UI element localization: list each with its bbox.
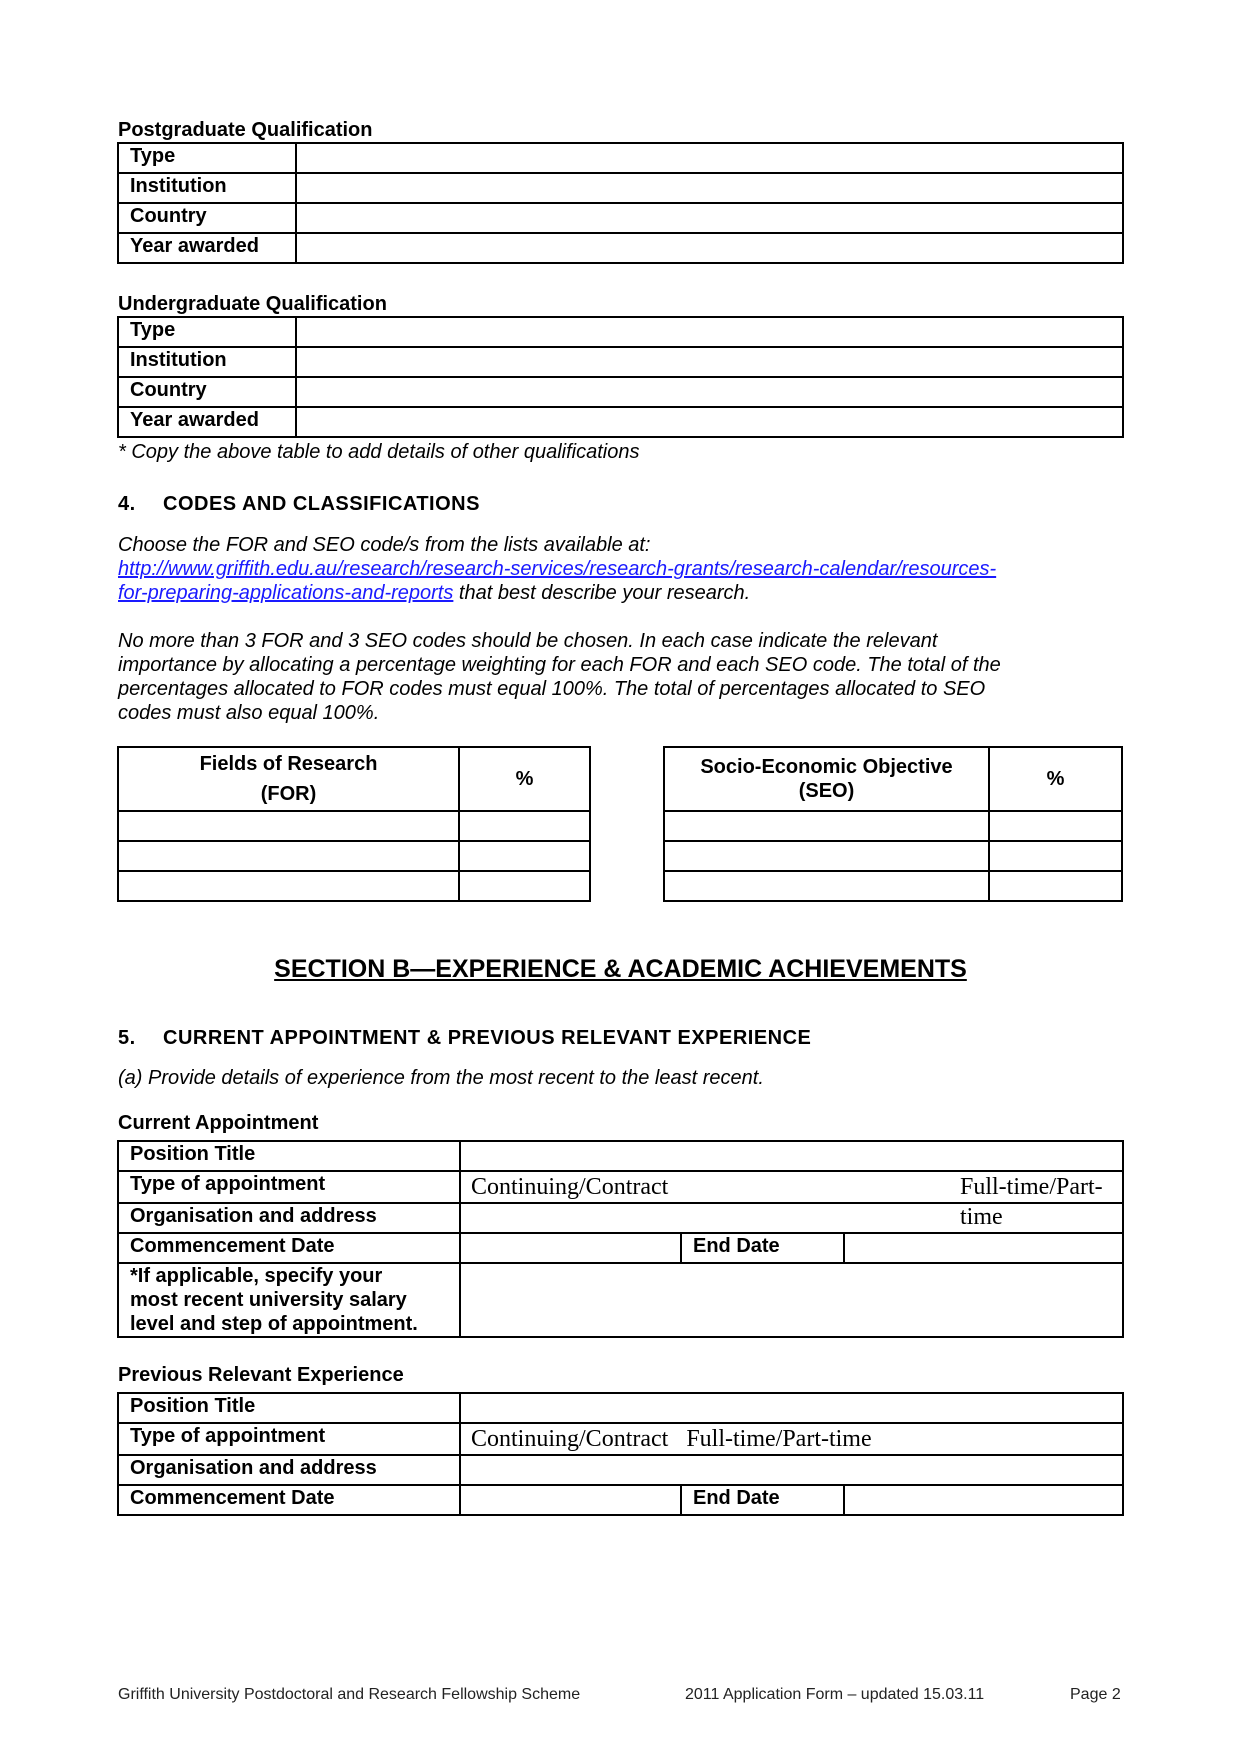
undergrad-institution-field[interactable] [296, 347, 1123, 377]
current-organisation-label: Organisation and address [118, 1203, 460, 1233]
section4-para-line3: percentages allocated to FOR codes must equal 100%. The total of percentages allocated to SEO [118, 678, 986, 700]
section4-number: 4. [118, 493, 136, 515]
undergrad-label-type: Type [118, 317, 296, 347]
postgrad-label-institution: Institution [118, 173, 296, 203]
seo-percent-field[interactable] [989, 811, 1122, 841]
undergrad-label-year: Year awarded [118, 407, 296, 437]
section4-title: CODES AND CLASSIFICATIONS [163, 493, 480, 515]
postgrad-type-field[interactable] [296, 143, 1123, 173]
salary-label-line1: *If applicable, specify your [130, 1265, 383, 1287]
undergrad-year-field[interactable] [296, 407, 1123, 437]
for-percent-field[interactable] [459, 841, 590, 871]
current-end-date-label: End Date [681, 1233, 844, 1263]
current-type-field[interactable] [460, 1171, 1123, 1230]
undergrad-heading: Undergraduate Qualification [118, 293, 387, 315]
copy-table-note: * Copy the above table to add details of other qualifications [118, 441, 640, 463]
footer-page-number: Page 2 [1070, 1686, 1121, 1703]
footer-form-version: 2011 Application Form – updated 15.03.11 [685, 1686, 985, 1703]
resources-link-part2[interactable]: for-preparing-applications-and-reports [118, 582, 454, 604]
previous-commencement-field[interactable] [460, 1485, 681, 1515]
seo-header [664, 747, 989, 811]
previous-commencement-label: Commencement Date [118, 1485, 460, 1515]
seo-code-field[interactable] [664, 841, 989, 871]
seo-header-line1: Socio-Economic Objective [700, 756, 953, 778]
current-type-option-time[interactable]: Full-time/Part-time [960, 1174, 1103, 1230]
for-code-field[interactable] [118, 811, 459, 841]
postgrad-year-field[interactable] [296, 233, 1123, 263]
section-b-title: SECTION B—EXPERIENCE & ACADEMIC ACHIEVEMENTS [274, 955, 967, 983]
previous-experience-table [117, 1392, 1124, 1516]
previous-type-options[interactable]: Continuing/Contract Full-time/Part-time [471, 1426, 872, 1452]
undergrad-type-field[interactable] [296, 317, 1123, 347]
current-appointment-heading: Current Appointment [118, 1112, 319, 1134]
current-end-date-field[interactable] [844, 1233, 1123, 1263]
section4-para-line2: importance by allocating a percentage weighting for each FOR and each SEO code. The total of the [118, 654, 1001, 676]
for-percent-field[interactable] [459, 871, 590, 901]
section5-number: 5. [118, 1027, 136, 1049]
previous-type-label: Type of appointment [118, 1423, 460, 1455]
current-type-option-contract[interactable]: Continuing/Contract [471, 1174, 669, 1200]
seo-code-field[interactable] [664, 871, 989, 901]
for-percent-field[interactable] [459, 811, 590, 841]
current-salary-label [118, 1263, 460, 1337]
current-type-label: Type of appointment [118, 1171, 460, 1203]
current-position-title-label: Position Title [118, 1141, 460, 1171]
for-header-line1: Fields of Research [199, 753, 378, 775]
current-appointment-table [117, 1140, 1124, 1338]
current-commencement-label: Commencement Date [118, 1233, 460, 1263]
undergrad-table [117, 316, 1124, 438]
previous-end-date-field[interactable] [844, 1485, 1123, 1515]
section5-title: CURRENT APPOINTMENT & PREVIOUS RELEVANT EXPERIENCE [163, 1027, 812, 1049]
undergrad-label-country: Country [118, 377, 296, 407]
postgrad-label-year: Year awarded [118, 233, 296, 263]
previous-organisation-label: Organisation and address [118, 1455, 460, 1485]
for-code-field[interactable] [118, 871, 459, 901]
postgrad-label-country: Country [118, 203, 296, 233]
current-commencement-field[interactable] [460, 1233, 681, 1263]
for-header [118, 747, 459, 811]
undergrad-country-field[interactable] [296, 377, 1123, 407]
seo-header-line2: (SEO) [798, 780, 855, 802]
for-header-line2: (FOR) [260, 783, 317, 805]
seo-percent-header: % [989, 747, 1122, 811]
previous-position-title-label: Position Title [118, 1393, 460, 1423]
postgrad-country-field[interactable] [296, 203, 1123, 233]
section4-paragraph [118, 629, 1138, 725]
postgrad-heading: Postgraduate Qualification [118, 119, 373, 141]
resources-link-part1[interactable]: http://www.griffith.edu.au/research/research-services/research-grants/research-calendar/resources- [118, 558, 997, 580]
for-table [117, 746, 591, 902]
seo-percent-field[interactable] [989, 841, 1122, 871]
section4-intro [118, 533, 1128, 605]
section5-instruction: (a) Provide details of experience from the most recent to the least recent. [118, 1067, 764, 1089]
postgrad-label-type: Type [118, 143, 296, 173]
seo-table [663, 746, 1123, 902]
postgrad-table [117, 142, 1124, 264]
previous-organisation-field[interactable] [460, 1455, 1123, 1485]
section4-intro-prefix: Choose the FOR and SEO code/s from the lists available at: [118, 534, 651, 556]
previous-end-date-label: End Date [681, 1485, 844, 1515]
for-percent-header: % [459, 747, 590, 811]
current-position-title-field[interactable] [460, 1141, 1123, 1171]
previous-experience-heading: Previous Relevant Experience [118, 1364, 404, 1386]
section4-para-line4: codes must also equal 100%. [118, 702, 380, 724]
footer-scheme-name: Griffith University Postdoctoral and Research Fellowship Scheme [118, 1686, 581, 1703]
seo-percent-field[interactable] [989, 871, 1122, 901]
undergrad-label-institution: Institution [118, 347, 296, 377]
seo-code-field[interactable] [664, 811, 989, 841]
for-code-field[interactable] [118, 841, 459, 871]
section4-intro-suffix: that best describe your research. [453, 582, 751, 604]
postgrad-institution-field[interactable] [296, 173, 1123, 203]
previous-type-field[interactable] [460, 1423, 1123, 1455]
current-salary-field[interactable] [460, 1263, 1123, 1337]
previous-position-title-field[interactable] [460, 1393, 1123, 1423]
salary-label-line3: level and step of appointment. [130, 1313, 418, 1335]
salary-label-line2: most recent university salary [130, 1289, 407, 1311]
section4-para-line1: No more than 3 FOR and 3 SEO codes should be chosen. In each case indicate the relevant [118, 630, 938, 652]
